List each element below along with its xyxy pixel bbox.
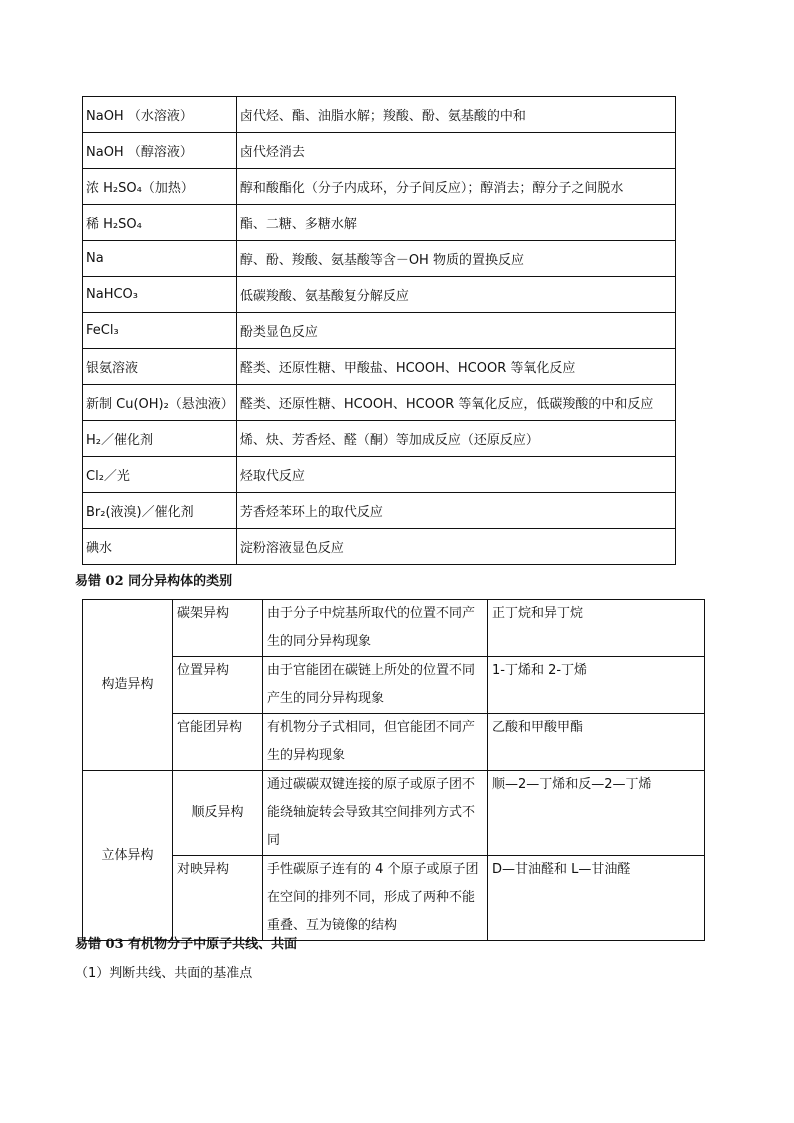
table-row	[83, 600, 705, 657]
table-row	[83, 169, 676, 205]
table-row	[83, 856, 705, 941]
table-row	[83, 97, 676, 133]
table-row	[83, 714, 705, 771]
reagent-cell: 银氨溶液	[83, 349, 237, 385]
reaction-cell: 淀粉溶液显色反应	[236, 529, 675, 565]
isomer-group-label: 构造异构	[83, 600, 173, 771]
reaction-cell: 芳香烃苯环上的取代反应	[236, 493, 675, 529]
table-row	[83, 529, 676, 565]
reagent-cell: Na	[83, 241, 237, 277]
table-row	[83, 349, 676, 385]
reagent-cell: NaHCO₃	[83, 277, 237, 313]
reaction-cell: 醛类、还原性糖、HCOOH、HCOOR 等氧化反应，低碳羧酸的中和反应	[236, 385, 675, 421]
table-row	[83, 457, 676, 493]
reaction-cell: 酚类显色反应	[236, 313, 675, 349]
paragraph-basis: （1）判断共线、共面的基准点	[75, 966, 253, 981]
isomer-group-label: 立体异构	[83, 771, 173, 941]
reagent-cell: 碘水	[83, 529, 237, 565]
reaction-cell: 低碳羧酸、氨基酸复分解反应	[236, 277, 675, 313]
isomer-example: 顺—2—丁烯和反—2—丁烯	[488, 771, 705, 856]
reaction-cell: 醛类、还原性糖、甲酸盐、HCOOH、HCOOR 等氧化反应	[236, 349, 675, 385]
reagent-table	[82, 96, 676, 565]
isomer-example: 乙酸和甲酸甲酯	[488, 714, 705, 771]
isomer-desc: 通过碳碳双键连接的原子或原子团不能绕轴旋转会导致其空间排列方式不同	[263, 771, 488, 856]
reaction-cell: 卤代烃、酯、油脂水解；羧酸、酚、氨基酸的中和	[236, 97, 675, 133]
isomer-type: 官能团异构	[173, 714, 263, 771]
reaction-cell: 酯、二糖、多糖水解	[236, 205, 675, 241]
reaction-cell: 醇和酸酯化（分子内成环，分子间反应）；醇消去；醇分子之间脱水	[236, 169, 675, 205]
isomer-type: 碳架异构	[173, 600, 263, 657]
reaction-cell: 醇、酚、羧酸、氨基酸等含－OH 物质的置换反应	[236, 241, 675, 277]
reagent-cell: 稀 H₂SO₄	[83, 205, 237, 241]
isomer-example: 1-丁烯和 2-丁烯	[488, 657, 705, 714]
table-row	[83, 133, 676, 169]
reagent-cell: FeCl₃	[83, 313, 237, 349]
reaction-cell: 烃取代反应	[236, 457, 675, 493]
table-row	[83, 277, 676, 313]
isomer-desc: 由于分子中烷基所取代的位置不同产生的同分异构现象	[263, 600, 488, 657]
isomer-example: 正丁烷和异丁烷	[488, 600, 705, 657]
isomer-table	[82, 599, 705, 941]
table-row	[83, 493, 676, 529]
heading-coplanar: 易错 03 有机物分子中原子共线、共面	[75, 937, 298, 952]
reagent-cell: NaOH （醇溶液）	[83, 133, 237, 169]
reaction-cell: 卤代烃消去	[236, 133, 675, 169]
reagent-cell: H₂／催化剂	[83, 421, 237, 457]
table-row	[83, 657, 705, 714]
reagent-cell: 新制 Cu(OH)₂（悬浊液）	[83, 385, 237, 421]
table-row	[83, 421, 676, 457]
reagent-cell: NaOH （水溶液）	[83, 97, 237, 133]
isomer-type: 顺反异构	[173, 771, 263, 856]
reagent-cell: Br₂(液溴)／催化剂	[83, 493, 237, 529]
table-row	[83, 313, 676, 349]
isomer-example: D—甘油醛和 L—甘油醛	[488, 856, 705, 941]
heading-isomer-types: 易错 02 同分异构体的类别	[75, 574, 233, 589]
reagent-cell: 浓 H₂SO₄（加热）	[83, 169, 237, 205]
table-row	[83, 385, 676, 421]
reaction-cell: 烯、炔、芳香烃、醛（酮）等加成反应（还原反应）	[236, 421, 675, 457]
table-row	[83, 771, 705, 856]
isomer-desc: 有机物分子式相同，但官能团不同产生的异构现象	[263, 714, 488, 771]
table-row	[83, 205, 676, 241]
table-row	[83, 241, 676, 277]
isomer-type: 对映异构	[173, 856, 263, 941]
reagent-cell: Cl₂／光	[83, 457, 237, 493]
isomer-desc: 由于官能团在碳链上所处的位置不同产生的同分异构现象	[263, 657, 488, 714]
isomer-type: 位置异构	[173, 657, 263, 714]
isomer-desc: 手性碳原子连有的 4 个原子或原子团在空间的排列不同，形成了两种不能重叠、互为镜像的结构	[263, 856, 488, 941]
